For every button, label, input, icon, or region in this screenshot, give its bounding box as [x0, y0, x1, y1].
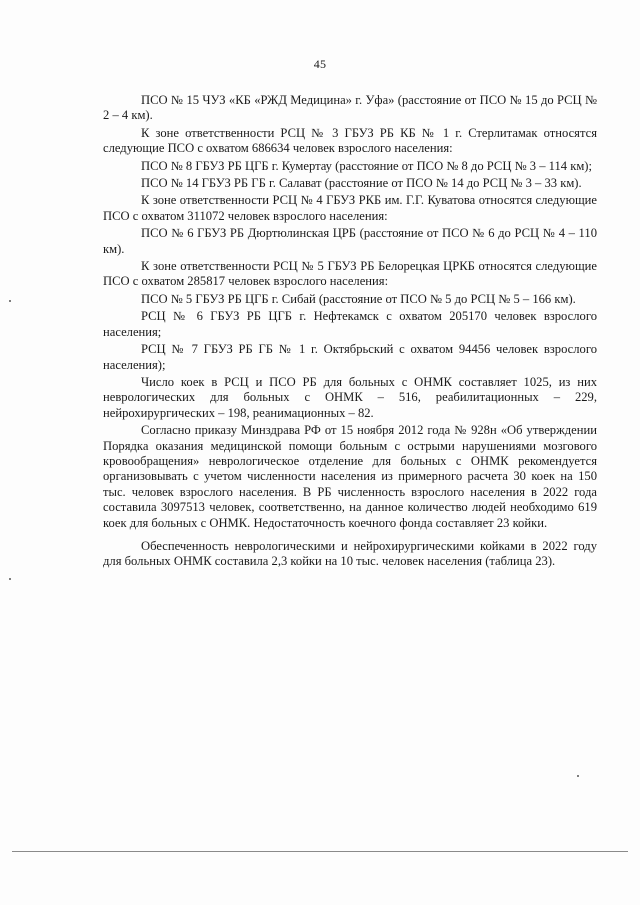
paragraph: К зоне ответственности РСЦ № 5 ГБУЗ РБ Белорецкая ЦРКБ относятся следующие ПСО с охватом 285817 человек взрослого населения: [103, 259, 597, 289]
document-body [103, 93, 597, 572]
page-number: 45 [313, 57, 327, 71]
paragraph: Число коек в РСЦ и ПСО РБ для больных с ОНМК составляет 1025, из них неврологических для больных с ОНМК – 516, реабилитационных – 229, нейрохирургических – 198, реанимационных – 82. [103, 374, 597, 420]
paragraph: ПСО № 14 ГБУЗ РБ ГБ г. Салават (расстояние от ПСО № 14 до РСЦ № 3 – 33 км). [141, 176, 582, 191]
paragraph: ПСО № 5 ГБУЗ РБ ЦГБ г. Сибай (расстояние от ПСО № 5 до РСЦ № 5 – 166 км). [141, 291, 576, 306]
scan-speck [9, 578, 11, 580]
paragraph: Согласно приказу Минздрава РФ от 15 ноября 2012 года № 928н «Об утверждении Порядка оказания медицинской помощи больным с острыми нарушениями мозгового кровообращения» неврологическое отделение для больных с ОНМК рекомендуется организовывать с учетом численности населения из примерного расчета 30 коек на 150 тыс. человек взрослого населения. В РБ численность взрослого населения в 2022 года составила 3097513 человек, соответственно, на данное количество людей необходимо 619 коек для больных с ОНМК. Недостаточность коечного фонда составляет 23 койки. [103, 423, 597, 530]
paragraph: ПСО № 15 ЧУЗ «КБ «РЖД Медицина» г. Уфа» (расстояние от ПСО № 15 до РСЦ № 2 – 4 км). [103, 93, 597, 123]
scan-speck [577, 775, 579, 777]
paragraph: ПСО № 6 ГБУЗ РБ Дюртюлинская ЦРБ (расстояние от ПСО № 6 до РСЦ № 4 – 110 км). [103, 226, 597, 256]
paragraph: Обеспеченность неврологическими и нейрохирургическими койками в 2022 году для больных ОНМК составила 2,3 койки на 10 тыс. человек населения (таблица 23). [103, 538, 597, 569]
scan-speck [9, 300, 11, 302]
paragraph: РСЦ № 6 ГБУЗ РБ ЦГБ г. Нефтекамск с охватом 205170 человек взрослого населения; [103, 309, 597, 339]
paragraph: РСЦ № 7 ГБУЗ РБ ГБ № 1 г. Октябрьский с охватом 94456 человек взрослого населения); [103, 342, 597, 372]
paragraph: ПСО № 8 ГБУЗ РБ ЦГБ г. Кумертау (расстояние от ПСО № 8 до РСЦ № 3 – 114 км); [141, 158, 592, 173]
bottom-divider [12, 851, 628, 852]
paragraph: К зоне ответственности РСЦ № 4 ГБУЗ РКБ им. Г.Г. Куватова относятся следующие ПСО с охватом 311072 человек взрослого населения: [103, 193, 597, 223]
paragraph: К зоне ответственности РСЦ № 3 ГБУЗ РБ КБ № 1 г. Стерлитамак относятся следующие ПСО с охватом 686634 человек взрослого населения: [103, 125, 597, 156]
